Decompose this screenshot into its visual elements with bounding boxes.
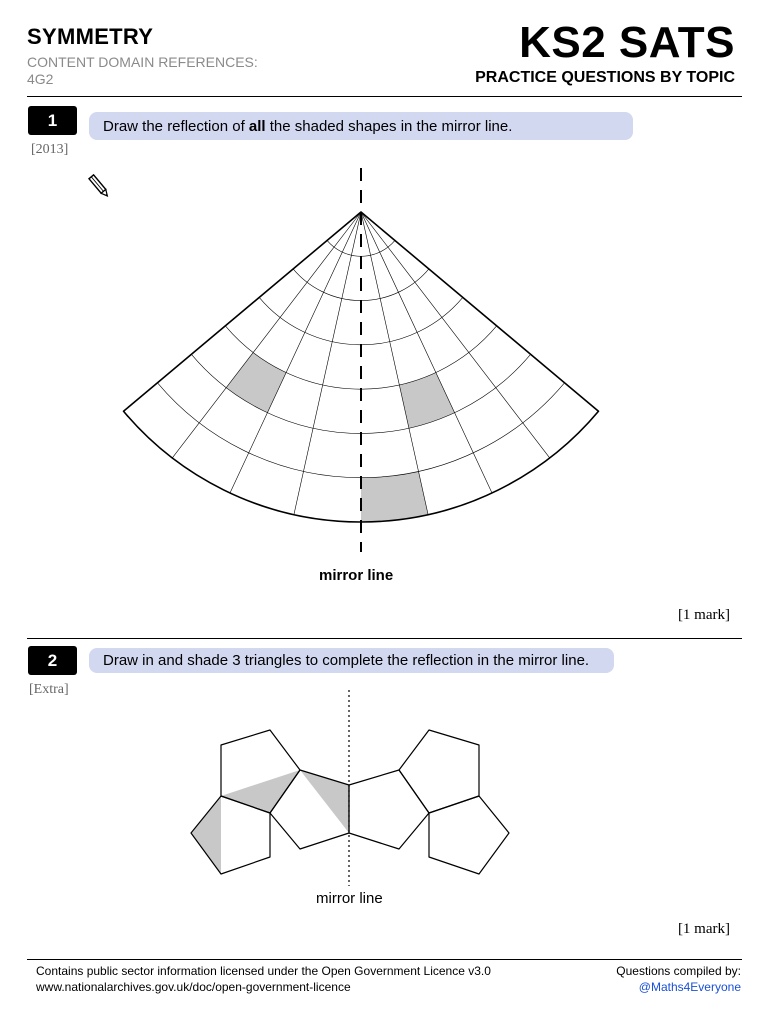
question-1-mirror-label: mirror line xyxy=(319,567,394,584)
brand-title: KS2 SATS xyxy=(519,18,735,67)
question-2-mirror-label: mirror line xyxy=(316,890,383,907)
footer-credit-label: Questions compiled by: xyxy=(616,964,741,978)
pentagon-6 xyxy=(429,796,509,874)
shaded-cell-3 xyxy=(361,471,428,522)
footer-credit xyxy=(616,963,741,995)
question-1-number: 1 xyxy=(28,106,77,135)
brand-subtitle: PRACTICE QUESTIONS BY TOPIC xyxy=(475,69,735,86)
shaded-triangle-2 xyxy=(191,796,221,874)
question-1-year: [2013] xyxy=(31,142,69,157)
topic-title: SYMMETRY xyxy=(27,24,154,49)
content-domain-label: CONTENT DOMAIN REFERENCES: xyxy=(27,54,258,70)
radial-line xyxy=(172,212,361,458)
question-2-text: Draw in and shade 3 triangles to complete the reflection in the mirror line. xyxy=(89,648,614,673)
question-2-year: [Extra] xyxy=(29,682,69,697)
footer-licence xyxy=(36,963,491,995)
shaded-triangle-3 xyxy=(300,770,349,833)
content-domain-code: 4G2 xyxy=(27,71,54,87)
footer-licence-link[interactable]: www.nationalarchives.gov.uk/doc/open-government-licence xyxy=(36,980,351,994)
shaded-cell-1 xyxy=(399,373,454,429)
shaded-triangle-1 xyxy=(221,770,300,813)
question-2-pentagon-diagram xyxy=(0,690,768,900)
question-1-text xyxy=(89,112,633,140)
radial-line xyxy=(361,212,550,458)
radial-line xyxy=(361,212,428,515)
footer-licence-line-1: Contains public sector information licensed under the Open Government Licence v3.0 xyxy=(36,964,491,978)
question-1-marks: [1 mark] xyxy=(677,607,730,623)
shaded-cell-2 xyxy=(226,353,286,413)
radial-line xyxy=(294,212,361,515)
question-1-fan-diagram xyxy=(0,160,768,560)
radial-line xyxy=(361,212,492,493)
question-1-text-after: the shaded shapes in the mirror line. xyxy=(265,117,513,135)
footer-credit-handle[interactable]: @Maths4Everyone xyxy=(638,980,741,994)
header-divider xyxy=(27,96,742,97)
footer-divider xyxy=(27,959,742,960)
question-1-text-bold: all xyxy=(248,117,266,135)
question-1-text-before: Draw the reflection of xyxy=(103,117,249,135)
question-divider xyxy=(27,638,742,639)
question-2-number: 2 xyxy=(28,646,77,675)
radial-line xyxy=(230,212,361,493)
question-2-marks: [1 mark] xyxy=(677,921,730,937)
pentagon-4 xyxy=(349,770,429,849)
